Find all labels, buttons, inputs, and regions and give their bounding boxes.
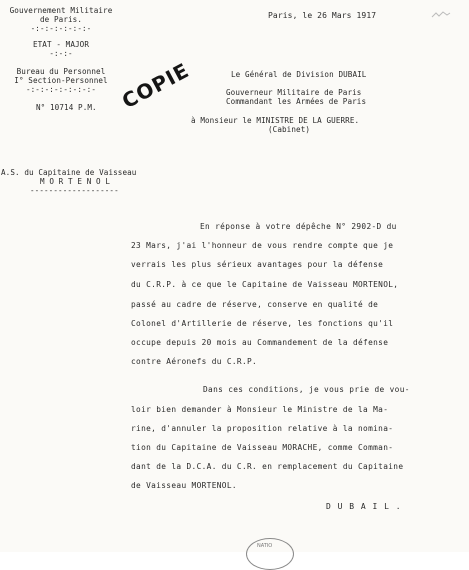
body-line: Colonel d'Artillerie de réserve, les fonctions qu'il: [131, 319, 394, 328]
body-line: 23 Mars, j'ai l'honneur de vous rendre compte que je: [131, 241, 394, 250]
archive-seal: [246, 538, 294, 570]
subject-name: M O R T E N O L: [40, 177, 111, 186]
body-line: occupe depuis 20 mois au Commandement de la défense: [131, 338, 389, 347]
body-line: du C.R.P. à ce que le Capitaine de Vaisseau MORTENOL,: [131, 280, 399, 289]
subject-underline: -------------------: [30, 186, 119, 195]
reference-number: N° 10714 P.M.: [36, 103, 97, 112]
sender-line-1: Le Général de Division DUBAIL: [231, 70, 367, 79]
body-line: Dans ces conditions, je vous prie de vou-: [203, 385, 410, 394]
issuer-separator-2: -:-:-: [49, 49, 73, 58]
body-line: tion du Capitaine de Vaisseau MORACHE, comme Comman-: [131, 443, 394, 452]
body-line: dant de la D.C.A. du C.R. en remplacement du Capitaine: [131, 462, 404, 471]
subject-line-1: A.S. du Capitaine de Vaisseau: [1, 168, 137, 177]
etat-major-label: ETAT - MAJOR: [32, 40, 90, 49]
body-line: loir bien demander à Monsieur le Ministre de la Ma-: [131, 405, 389, 414]
body-line: passé au cadre de réserve, conserve en qualité de: [131, 300, 379, 309]
body-line: de Vaisseau MORTENOL.: [131, 481, 237, 490]
date-line: Paris, le 26 Mars 1917: [268, 11, 377, 20]
sender-line-2: Gouverneur Militaire de Paris: [226, 88, 362, 97]
bureau-label: Bureau du Personnel: [16, 67, 106, 76]
signature: D U B A I L .: [326, 502, 402, 511]
issuer-separator-3: -:-:-:-:-:-:-:-: [25, 85, 97, 94]
recipient-cabinet: (Cabinet): [268, 125, 311, 134]
issuer-separator-1: -:-:-:-:-:-:-: [30, 24, 92, 33]
pencil-mark-icon: [430, 10, 452, 20]
body-line: verrais les plus sérieux avantages pour la défense: [131, 260, 384, 269]
body-line: En réponse à votre dépêche N° 2902-D du: [200, 222, 397, 231]
recipient-line: à Monsieur le MINISTRE DE LA GUERRE.: [191, 116, 360, 125]
sender-line-3: Commandant les Armées de Paris: [226, 97, 367, 106]
issuer-line-2: de Paris.: [39, 15, 83, 24]
section-label: I° Section-Personnel: [14, 76, 108, 85]
seal-text: NATIO: [257, 543, 273, 549]
body-line: contre Aéronefs du C.R.P.: [131, 357, 258, 366]
copie-stamp: COPIE: [118, 57, 194, 114]
issuer-line-1: Gouvernement Militaire: [9, 6, 113, 15]
body-line: rine, d'annuler la proposition relative à la nomina-: [131, 424, 394, 433]
